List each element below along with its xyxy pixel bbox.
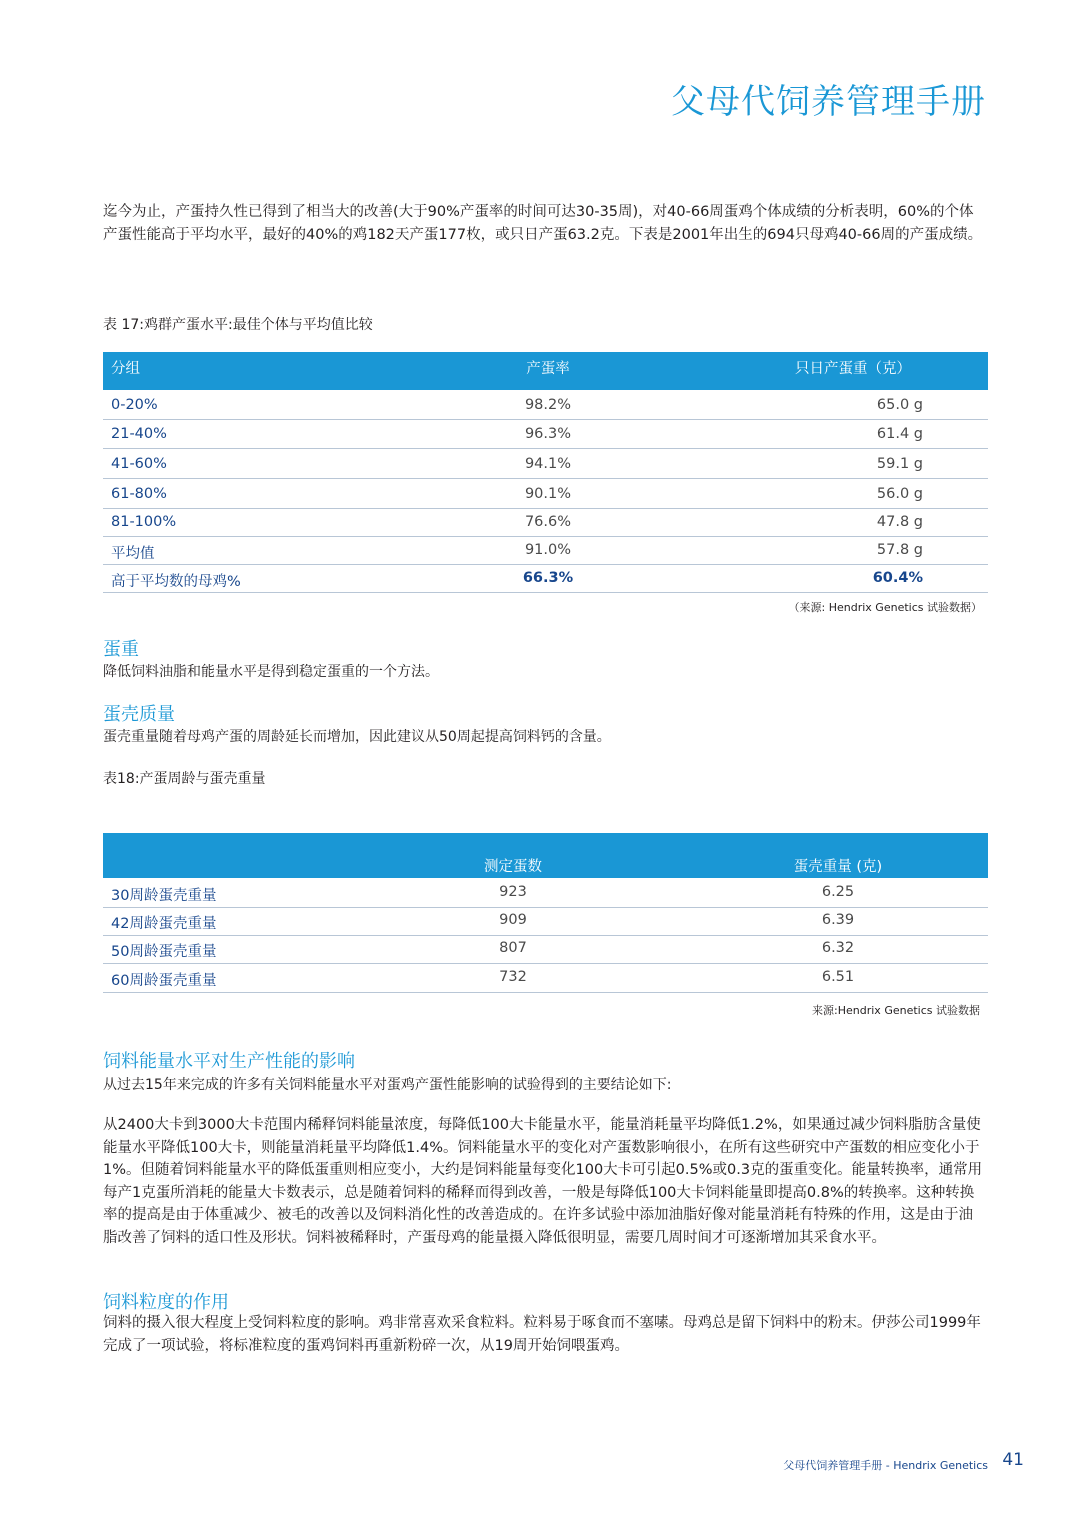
table18-caption: 表18:产蛋周龄与蛋壳重量 <box>103 771 266 787</box>
table18-header <box>103 833 988 878</box>
particle-body: 饲料的摄入很大程度上受饲料粒度的影响。鸡非常喜欢采食粒料。粒料易于啄食而不塞嗉。母鸡总是留下饲料中的粉末。伊莎公司1999年 完成了一项试验，将标准粒度的蛋鸡饲料再重新粉碎一次，从19周开始饲喂蛋鸡。 <box>103 1315 981 1354</box>
table-cell: 6.51 <box>821 969 855 985</box>
table-row <box>103 935 988 964</box>
table-row <box>103 508 988 537</box>
table-cell: 高于平均数的母鸡% <box>111 574 241 590</box>
table-cell: 41-60% <box>111 456 167 472</box>
table-cell: 30周龄蛋壳重量 <box>111 888 217 904</box>
table17-source: （来源: Hendrix Genetics 试验数据） <box>788 601 982 614</box>
table-cell: 807 <box>499 940 527 956</box>
table-cell: 平均值 <box>111 546 155 562</box>
table18-header-count: 测定蛋数 <box>484 859 542 875</box>
shell-quality-text: 蛋壳重量随着母鸡产蛋的周龄延长而增加，因此建议从50周起提高饲料钙的含量。 <box>103 729 611 745</box>
table-cell: 60.4% <box>872 570 923 586</box>
footer-text: 父母代饲养管理手册 - Hendrix Genetics <box>783 1459 988 1472</box>
table-row <box>103 536 988 565</box>
table-cell: 6.25 <box>821 884 855 900</box>
page-title: 父母代饲养管理手册 <box>671 82 986 122</box>
particle-heading: 饲料粒度的作用 <box>103 1292 229 1313</box>
table-cell: 98.2% <box>524 397 572 413</box>
table-cell: 47.8 g <box>876 514 923 530</box>
page-number: 41 <box>1002 1450 1024 1470</box>
table-cell: 65.0 g <box>876 397 923 413</box>
table-row <box>103 391 988 420</box>
shell-quality-heading: 蛋壳质量 <box>103 704 175 725</box>
table-cell: 76.6% <box>524 514 572 530</box>
energy-body: 从2400大卡到3000大卡范围内稀释饲料能量浓度，每降低100大卡能量水平，能量消耗量平均降低1.2%，如果通过减少饲料脂肪含量使能量水平降低100大卡，则能量消耗量平均降低1.4%。饲料能量水平的变化对产蛋数影响很小，在所有这些研究中产蛋数的相应变化小于1%。但随着饲料能量水平的降低蛋重则相应变小，大约是饲料能量每变化100大卡可引起0.5%或0.3克的蛋重变化。能量转换率，通常用每产1克蛋所消耗的能量大卡数表示，总是随着饲料的稀释而得到改善，一般是每降低100大卡饲料能量即提高0.8%的转换率。这种转换率的提高是由于体重减少、被毛的改善以及饲料消化性的改善造成的。在许多试验中添加油脂好像对能量消耗有特殊的作用，这是由于油脂改善了饲料的适口性及形状。饲料被稀释时，产蛋母鸡的能量摄入降低很明显，需要几周时间才可逐渐增加其采食水平。 <box>103 1117 983 1246</box>
table18-source: 来源:Hendrix Genetics 试验数据 <box>812 1004 980 1017</box>
table-cell: 0-20% <box>111 397 158 413</box>
table-cell: 94.1% <box>524 456 572 472</box>
table-cell: 57.8 g <box>876 542 923 558</box>
table-row <box>103 964 988 993</box>
table-cell: 56.0 g <box>876 486 923 502</box>
energy-heading: 饲料能量水平对生产性能的影响 <box>103 1051 355 1072</box>
table-row <box>103 420 988 449</box>
table-row <box>103 564 988 593</box>
table-cell: 59.1 g <box>876 456 923 472</box>
table-cell: 909 <box>499 912 527 928</box>
table17-header-rate: 产蛋率 <box>526 361 570 377</box>
table17-header <box>103 352 988 390</box>
egg-weight-heading: 蛋重 <box>103 639 139 660</box>
table-cell: 66.3% <box>522 570 574 586</box>
table-cell: 61-80% <box>111 486 167 502</box>
energy-intro: 从过去15年来完成的许多有关饲料能量水平对蛋鸡产蛋性能影响的试验得到的主要结论如下: <box>103 1077 672 1093</box>
egg-weight-text: 降低饲料油脂和能量水平是得到稳定蛋重的一个方法。 <box>103 664 439 680</box>
table-cell: 91.0% <box>524 542 572 558</box>
intro-paragraph: 迄今为止，产蛋持久性已得到了相当大的改善(大于90%产蛋率的时间可达30-35周)，对40-66周蛋鸡个体成绩的分析表明，60%的个体产蛋性能高于平均水平，最好的40%的鸡182天产蛋177枚，或只日产蛋63.2克。下表是2001年出生的694只母鸡40-66周的产蛋成绩。 <box>103 204 983 243</box>
table-cell: 42周龄蛋壳重量 <box>111 916 217 932</box>
table-cell: 96.3% <box>524 426 572 442</box>
table-row <box>103 480 988 509</box>
table-cell: 21-40% <box>111 426 167 442</box>
table-cell: 6.32 <box>821 940 855 956</box>
table-cell: 90.1% <box>524 486 572 502</box>
table-row <box>103 450 988 479</box>
table-cell: 61.4 g <box>876 426 923 442</box>
table17-caption: 表 17:鸡群产蛋水平:最佳个体与平均值比较 <box>103 317 373 333</box>
table-row <box>103 907 988 936</box>
table-cell: 923 <box>499 884 527 900</box>
table18-header-weight: 蛋壳重量 (克) <box>793 859 883 875</box>
table-cell: 732 <box>499 969 527 985</box>
table-cell: 81-100% <box>111 514 177 530</box>
table17-header-group: 分组 <box>111 361 140 377</box>
table-row <box>103 879 988 908</box>
table17-header-weight: 只日产蛋重（克） <box>795 361 911 377</box>
table-cell: 50周龄蛋壳重量 <box>111 944 217 960</box>
table-cell: 6.39 <box>821 912 855 928</box>
table-cell: 60周龄蛋壳重量 <box>111 973 217 989</box>
